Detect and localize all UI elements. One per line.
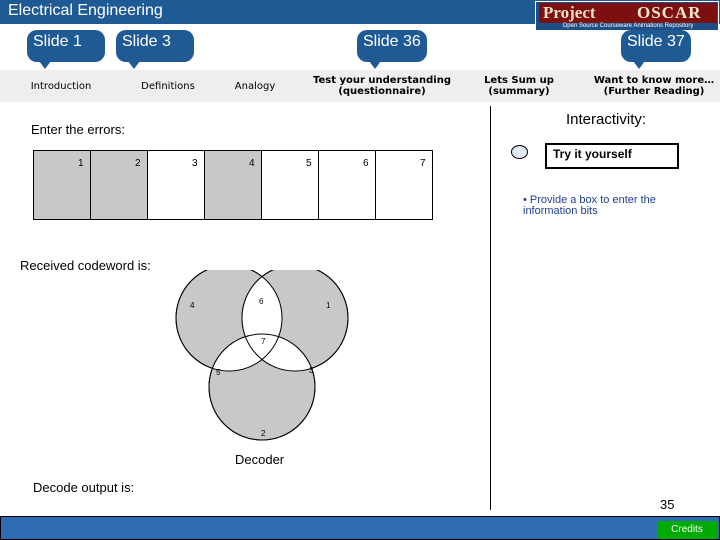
nav-bar: [0, 70, 720, 102]
venn-region-label: 2: [261, 429, 266, 438]
bit-cell[interactable]: [147, 150, 205, 220]
venn-region-label: 3: [309, 366, 314, 375]
slide-37-callout[interactable]: Slide 37: [621, 30, 691, 62]
bit-number: 6: [363, 158, 369, 169]
bit-cell[interactable]: [204, 150, 262, 220]
interactivity-heading: Interactivity:: [566, 111, 647, 128]
nav-introduction[interactable]: Introduction: [30, 80, 92, 92]
nav-test-understanding[interactable]: Test your understanding (questionnaire): [313, 75, 451, 97]
bit-cell[interactable]: [33, 150, 91, 220]
nav-further-reading[interactable]: Want to know more… (Further Reading): [593, 75, 715, 97]
slide-3-callout[interactable]: Slide 3: [116, 30, 194, 62]
logo-oscar-text: OSCAR: [637, 3, 702, 22]
decoder-label: Decoder: [235, 452, 285, 467]
bit-cell[interactable]: [375, 150, 433, 220]
bit-number: 7: [420, 158, 426, 169]
slide-1-callout[interactable]: Slide 1: [27, 30, 105, 62]
credits-button[interactable]: Credits: [657, 521, 717, 539]
bit-cell[interactable]: [90, 150, 148, 220]
bit-number: 2: [135, 158, 141, 169]
venn-region-label: 1: [326, 301, 331, 310]
enter-errors-label: Enter the errors:: [31, 122, 125, 137]
bit-number: 3: [192, 158, 198, 169]
bit-cell[interactable]: [261, 150, 319, 220]
decode-output-label: Decode output is:: [33, 480, 135, 495]
bit-number: 1: [78, 158, 84, 169]
page-number: 35: [660, 497, 675, 512]
venn-region-label: 6: [259, 297, 264, 306]
divider-line: [490, 106, 491, 510]
venn-region-label: 4: [190, 301, 195, 310]
logo-tagline: Open Source Courseware Animations Repository: [562, 23, 694, 29]
hamming-venn-diagram: [170, 270, 360, 448]
nav-definitions[interactable]: Definitions: [141, 80, 195, 92]
received-codeword-label: Received codeword is:: [20, 258, 151, 273]
footer-bar: [0, 516, 720, 540]
instruction-bullet: • Provide a box to enter the information bits: [523, 194, 656, 217]
logo-project-text: Project: [543, 3, 596, 22]
bit-cell[interactable]: [318, 150, 376, 220]
bit-number: 5: [306, 158, 312, 169]
interaction-node-icon[interactable]: [511, 145, 528, 159]
bit-number: 4: [249, 158, 255, 169]
logo-banner: [539, 3, 717, 23]
project-oscar-logo: [535, 1, 719, 31]
app-title: Electrical Engineering: [8, 2, 163, 19]
venn-region-label: 7: [261, 337, 266, 346]
nav-analogy[interactable]: Analogy: [234, 80, 276, 92]
slide-36-callout[interactable]: Slide 36: [357, 30, 427, 62]
nav-summary[interactable]: Lets Sum up (summary): [484, 75, 554, 97]
error-bits-row: [33, 150, 432, 220]
venn-region-label: 5: [216, 368, 221, 377]
try-it-yourself-button[interactable]: Try it yourself: [545, 143, 679, 169]
